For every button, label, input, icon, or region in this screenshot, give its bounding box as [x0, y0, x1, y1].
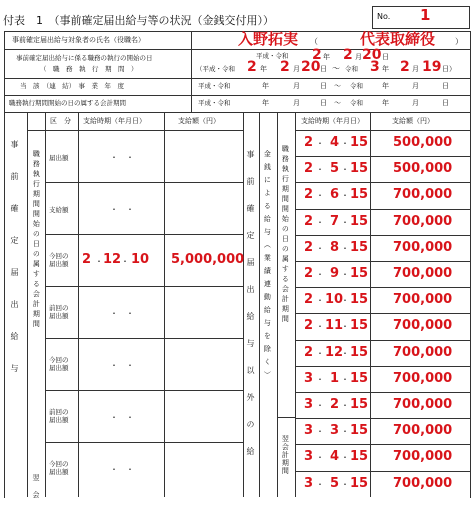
payment-day[interactable]: 15: [350, 345, 369, 360]
payment-year[interactable]: 3: [304, 397, 314, 412]
left-date-blank[interactable]: ・ ・: [110, 309, 134, 318]
start-month[interactable]: 2: [343, 47, 353, 63]
left-date-year[interactable]: 2: [82, 252, 92, 267]
fy-era-1: 平成・令和: [198, 82, 231, 90]
date-separator: ・: [316, 375, 324, 384]
payment-month[interactable]: 11: [325, 318, 344, 333]
payment-amount[interactable]: 700,000: [393, 187, 453, 202]
date-separator: ・: [316, 165, 324, 174]
payment-day[interactable]: 15: [350, 476, 369, 491]
left-side-label: 事前確定届出給与: [10, 140, 19, 396]
left-date-blank[interactable]: ・ ・: [110, 465, 134, 474]
payment-day[interactable]: 15: [350, 240, 369, 255]
officer-role[interactable]: 代表取締役: [360, 30, 436, 48]
number-label: No.: [377, 12, 391, 21]
fy-era-2: 令和: [350, 82, 363, 90]
payment-year[interactable]: 2: [304, 135, 314, 150]
left-row-label: 支給額: [49, 206, 69, 214]
payment-amount[interactable]: 700,000: [393, 449, 453, 464]
period-year-unit-1: 年: [260, 65, 267, 73]
left-next-period-label: 翌会: [32, 474, 40, 508]
payment-year[interactable]: 3: [304, 449, 314, 464]
date-separator: ・: [316, 191, 324, 200]
date-separator: ・: [341, 322, 349, 331]
date-separator: ・: [341, 453, 349, 462]
left-row-label: 届出額: [49, 154, 69, 162]
payment-amount[interactable]: 700,000: [393, 371, 453, 386]
start-date-label: 事前確定届出給与に係る職務の執行の開始の日: [16, 54, 153, 62]
period-start-year[interactable]: 2: [247, 59, 257, 75]
fy-month-unit-1: 月: [293, 82, 300, 90]
payment-month[interactable]: 8: [330, 240, 340, 255]
period-day-unit-1: 日: [320, 65, 327, 73]
acct-month-unit-1: 月: [293, 99, 300, 107]
date-separator: ・: [316, 480, 324, 489]
date-separator: ・: [341, 349, 349, 358]
start-day-unit: 日: [382, 53, 389, 61]
right-period-vertical: 職務執行期間開始の日の属する会計期間: [281, 145, 290, 325]
date-separator: ・: [121, 257, 129, 266]
payment-month[interactable]: 5: [330, 476, 340, 491]
date-separator: ・: [316, 296, 324, 305]
left-date-blank[interactable]: ・ ・: [110, 413, 134, 422]
left-row-label: 今回の 届出額: [49, 252, 69, 269]
date-separator: ・: [316, 244, 324, 253]
date-separator: ・: [341, 165, 349, 174]
left-amount[interactable]: 5,000,000: [171, 252, 245, 267]
date-separator: ・: [316, 270, 324, 279]
date-separator: ・: [316, 322, 324, 331]
period-label: （ 職 務 執 行 期 間 ）: [40, 65, 138, 73]
right-next-period-vertical: 翌会計期間: [281, 435, 290, 475]
payment-year[interactable]: 2: [304, 240, 314, 255]
payment-year[interactable]: 2: [304, 292, 314, 307]
left-row-label: 前回の 届出額: [49, 304, 69, 321]
payment-amount[interactable]: 700,000: [393, 266, 453, 281]
period-start-day[interactable]: 20: [301, 59, 321, 75]
payment-day[interactable]: 15: [350, 266, 369, 281]
left-date-month[interactable]: 12: [103, 252, 122, 267]
payment-amount[interactable]: 700,000: [393, 214, 453, 229]
date-separator: ・: [341, 218, 349, 227]
date-separator: ・: [316, 401, 324, 410]
payment-day[interactable]: 15: [350, 371, 369, 386]
date-separator: ・: [341, 139, 349, 148]
date-separator: ・: [316, 139, 324, 148]
left-row-label: 前回の 届出額: [49, 408, 69, 425]
period-tilde: ～: [332, 64, 340, 73]
form-title: 付表 1 （事前確定届出給与等の状況（金銭交付用））: [3, 14, 274, 27]
paren-open: （: [310, 37, 318, 46]
acct-year-unit-1: 年: [262, 99, 269, 107]
date-separator: ・: [316, 349, 324, 358]
payment-day[interactable]: 15: [350, 397, 369, 412]
kubun-header: 区 分: [50, 117, 71, 125]
date-separator: ・: [316, 453, 324, 462]
payment-month[interactable]: 4: [330, 135, 340, 150]
period-month-unit-2: 月: [412, 65, 419, 73]
acct-era-1: 平成・令和: [198, 99, 231, 107]
date-separator: ・: [341, 270, 349, 279]
payment-month[interactable]: 6: [330, 187, 340, 202]
payment-month[interactable]: 5: [330, 161, 340, 176]
period-end-day[interactable]: 19: [422, 59, 442, 75]
acct-day-unit-2: 日: [442, 99, 449, 107]
accounting-period-label: 職務執行期間開始の日の属する会計期間: [9, 99, 126, 107]
date-separator: ・: [341, 244, 349, 253]
payment-day[interactable]: 15: [350, 318, 369, 333]
payment-day[interactable]: 15: [350, 135, 369, 150]
payment-month[interactable]: 7: [330, 214, 340, 229]
payment-day[interactable]: 15: [350, 187, 369, 202]
period-era-2: 令和: [345, 65, 358, 73]
fy-day-unit-2: 日: [442, 82, 449, 90]
start-year[interactable]: 2: [312, 47, 322, 63]
payment-year[interactable]: 2: [304, 318, 314, 333]
payment-month[interactable]: 1: [330, 371, 340, 386]
paren-close: ）: [455, 37, 463, 46]
payment-year[interactable]: 2: [304, 187, 314, 202]
payment-year[interactable]: 2: [304, 214, 314, 229]
left-row-label: 今回の 届出額: [49, 460, 69, 477]
name-label: 事前確定届出給与対象者の氏名（役職名）: [12, 36, 145, 44]
payment-amount[interactable]: 500,000: [393, 161, 453, 176]
start-era: 平成・令和: [256, 52, 289, 60]
fiscal-year-label: 当 該 （連 結） 事 業 年 度: [20, 82, 124, 90]
period-year-unit-2: 年: [382, 65, 389, 73]
acct-day-unit-1: 日 ～: [320, 99, 341, 107]
payment-month[interactable]: 9: [330, 266, 340, 281]
start-day[interactable]: 20: [362, 47, 382, 63]
date-separator: ・: [316, 218, 324, 227]
payment-amount[interactable]: 700,000: [393, 318, 453, 333]
payment-amount[interactable]: 700,000: [393, 397, 453, 412]
period-era-1: （平成・令和: [196, 65, 235, 73]
right-date-header: 支給時期（年月日）: [301, 117, 364, 125]
period-end-month[interactable]: 2: [400, 59, 410, 75]
left-date-day[interactable]: 10: [131, 252, 150, 267]
payment-amount[interactable]: 700,000: [393, 423, 453, 438]
payment-year[interactable]: 3: [304, 371, 314, 386]
date-separator: ・: [316, 427, 324, 436]
payment-day[interactable]: 15: [350, 423, 369, 438]
payment-month[interactable]: 10: [325, 292, 344, 307]
right-side-label: 事前確定届出給与以外の給: [246, 150, 255, 474]
payment-amount[interactable]: 700,000: [393, 292, 453, 307]
payment-amount[interactable]: 700,000: [393, 476, 453, 491]
fy-day-unit-1: 日 ～: [320, 82, 341, 90]
fy-year-unit-2: 年: [382, 82, 389, 90]
acct-era-2: 令和: [350, 99, 363, 107]
date-separator: ・: [95, 257, 103, 266]
left-amount-header: 支給額（円）: [178, 117, 220, 125]
payment-year[interactable]: 2: [304, 161, 314, 176]
payment-month[interactable]: 3: [330, 423, 340, 438]
acct-month-unit-2: 月: [412, 99, 419, 107]
number-value[interactable]: 1: [420, 6, 431, 24]
payment-month[interactable]: 4: [330, 449, 340, 464]
date-separator: ・: [341, 191, 349, 200]
payment-month[interactable]: 2: [330, 397, 340, 412]
acct-year-unit-2: 年: [382, 99, 389, 107]
left-date-blank[interactable]: ・ ・: [110, 361, 134, 370]
payment-day[interactable]: 15: [350, 161, 369, 176]
payment-year[interactable]: 2: [304, 345, 314, 360]
start-year-unit: 年: [323, 53, 330, 61]
fy-year-unit-1: 年: [262, 82, 269, 90]
payment-amount[interactable]: 700,000: [393, 345, 453, 360]
left-date-blank[interactable]: ・ ・: [110, 153, 134, 162]
payment-day[interactable]: 15: [350, 214, 369, 229]
payment-amount[interactable]: 500,000: [393, 135, 453, 150]
payment-day[interactable]: 15: [350, 449, 369, 464]
date-separator: ・: [341, 427, 349, 436]
left-date-blank[interactable]: ・ ・: [110, 205, 134, 214]
left-date-header: 支給時期（年月日）: [83, 117, 146, 125]
left-row-label: 今回の 届出額: [49, 356, 69, 373]
payment-amount[interactable]: 700,000: [393, 240, 453, 255]
payment-year[interactable]: 3: [304, 476, 314, 491]
payment-year[interactable]: 2: [304, 266, 314, 281]
period-month-unit-1: 月: [293, 65, 300, 73]
start-month-unit: 月: [355, 53, 362, 61]
date-separator: ・: [341, 480, 349, 489]
left-period-vertical: 職務執行期間開始の日の属する会計期間: [32, 150, 41, 330]
payment-year[interactable]: 3: [304, 423, 314, 438]
date-separator: ・: [341, 401, 349, 410]
payment-day[interactable]: 15: [350, 292, 369, 307]
date-separator: ・: [341, 375, 349, 384]
period-start-month[interactable]: 2: [280, 59, 290, 75]
right-inner-label: 金銭による給与（業績連動給与を除く）: [263, 150, 272, 384]
right-amount-header: 支給額（円）: [392, 117, 434, 125]
period-end-year[interactable]: 3: [370, 59, 380, 75]
date-separator: ・: [341, 296, 349, 305]
period-day-unit-2: 日）: [442, 65, 456, 73]
fy-month-unit-2: 月: [412, 82, 419, 90]
officer-name[interactable]: 入野拓実: [238, 30, 299, 48]
payment-month[interactable]: 12: [325, 345, 344, 360]
